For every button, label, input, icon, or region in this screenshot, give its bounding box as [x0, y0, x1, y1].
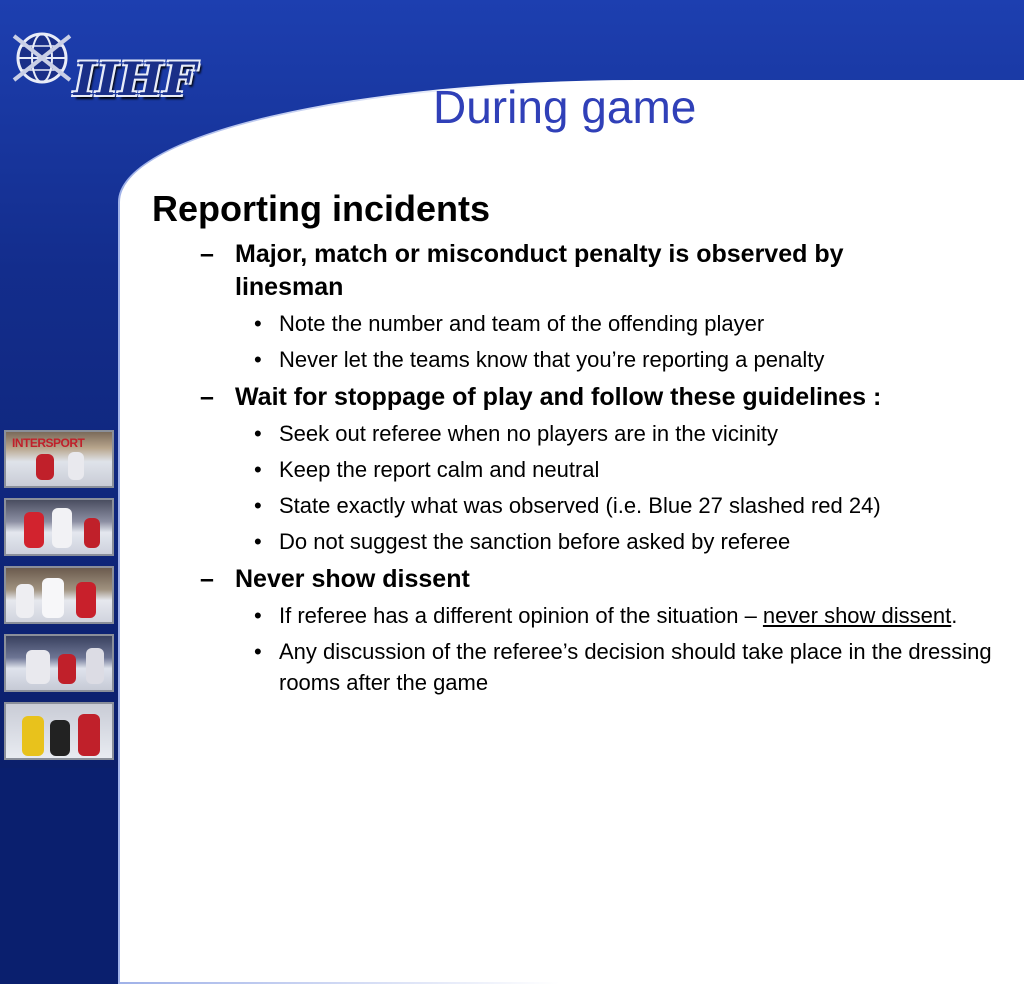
section-heading: – Wait for stoppage of play and follow these guidelines :	[200, 383, 882, 411]
bullet-item: • Do not suggest the sanction before asked by referee	[254, 529, 791, 554]
iihf-logo	[12, 24, 212, 106]
globe-icon	[12, 28, 72, 88]
photo-strip	[4, 430, 116, 770]
hockey-photo-5	[4, 702, 114, 760]
hockey-photo-2	[4, 498, 114, 556]
rink-board-text: INTERSPORT	[12, 436, 85, 450]
slide-heading: Reporting incidents	[152, 188, 491, 229]
hockey-photo-4	[4, 634, 114, 692]
bullet-item: • Never let the teams know that you’re reporting a penalty	[254, 347, 825, 372]
hockey-photo-3	[4, 566, 114, 624]
bullet-item: • State exactly what was observed (i.e. Blue 27 slashed red 24)	[254, 493, 881, 518]
bullet-item: • Seek out referee when no players are in the vicinity	[254, 421, 778, 446]
underlined-phrase: never show dissent	[762, 603, 952, 628]
slide-body	[152, 188, 1012, 703]
section-heading: – Major, match or misconduct penalty is observed by linesman	[200, 240, 844, 301]
logo-text: IIHF	[74, 52, 198, 106]
hockey-photo-1	[4, 430, 114, 488]
slide-title: During game	[433, 81, 697, 133]
bullet-item: • Any discussion of the referee’s decision should take place in the dressing rooms after the game	[254, 639, 992, 695]
bullet-item: • Keep the report calm and neutral	[254, 457, 600, 482]
section-heading: – Never show dissent	[200, 565, 470, 593]
bullet-item: • If referee has a different opinion of the situation – never show dissent.	[254, 603, 958, 628]
bullet-item: • Note the number and team of the offending player	[254, 311, 765, 336]
